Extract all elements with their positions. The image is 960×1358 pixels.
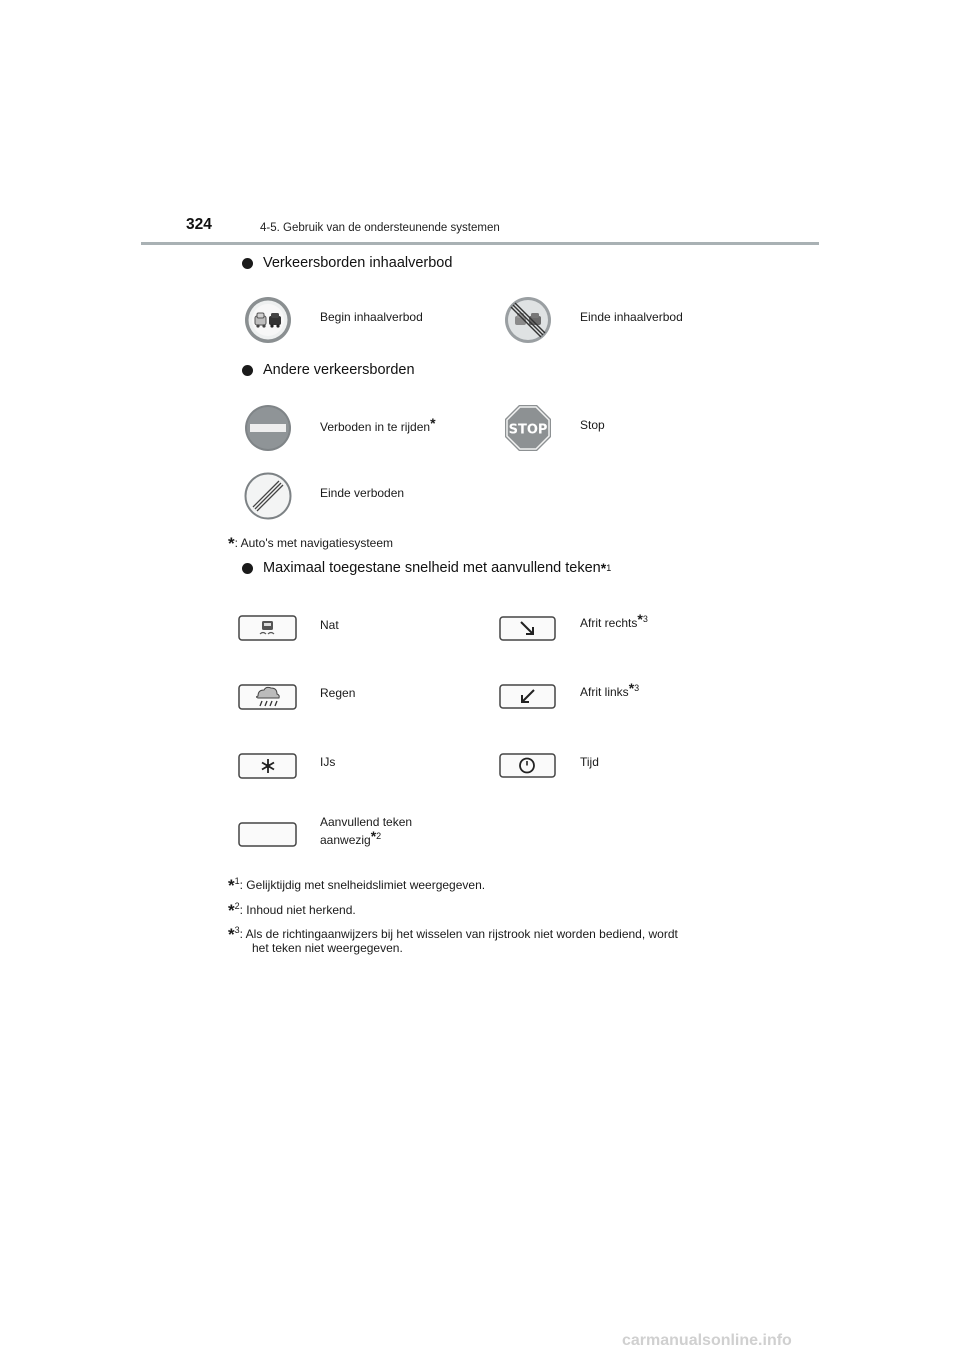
item-label: Einde verboden xyxy=(320,486,405,500)
footnote-text: : Als de richtingaanwijzers bij het wisselen van rijstrook niet worden bediend, wordt xyxy=(239,927,678,941)
item-label: IJs xyxy=(320,755,336,769)
header-rule xyxy=(141,242,819,245)
rain-plate-icon xyxy=(238,680,298,714)
heading-text: Maximaal toegestane snelheid met aanvullend teken xyxy=(263,560,601,576)
watermark: carmanualsonline.info xyxy=(622,1332,792,1349)
footnote-1 xyxy=(228,873,485,894)
item-label: Begin inhaalverbod xyxy=(320,310,423,324)
wet-road-plate-icon xyxy=(238,612,298,646)
bullet-icon xyxy=(242,258,253,269)
footnote-number: 1 xyxy=(606,563,612,573)
heading-text: Andere verkeersborden xyxy=(263,362,415,378)
item-label-with-mark xyxy=(580,681,639,699)
bullet-icon xyxy=(242,365,253,376)
no-entry-sign-icon xyxy=(244,404,292,452)
blank-plate-icon xyxy=(238,818,298,852)
item-label: Nat xyxy=(320,618,339,632)
footnote-text: : Gelijktijdig met snelheidslimiet weergegeven. xyxy=(239,878,486,892)
item-label-with-mark xyxy=(320,829,381,847)
end-no-overtaking-sign-icon xyxy=(504,296,552,344)
footnote-number: 3 xyxy=(634,683,640,693)
item-label: Einde inhaalverbod xyxy=(580,310,683,324)
no-overtaking-sign-icon xyxy=(244,296,292,344)
footnote-mark: * xyxy=(430,415,436,431)
item-label-line2: aanwezig xyxy=(320,833,371,847)
footnote-mark: * xyxy=(637,611,643,627)
footnote-nav xyxy=(228,535,393,552)
item-label: Verboden in te rijden xyxy=(320,420,431,434)
end-restriction-sign-icon xyxy=(244,472,292,520)
item-label: Afrit links xyxy=(580,685,629,699)
stop-sign-icon xyxy=(504,404,552,452)
item-label: Afrit rechts xyxy=(580,616,638,630)
section-heading-other-signs xyxy=(242,362,415,378)
section-heading-speed-plates xyxy=(242,560,611,576)
ice-plate-icon xyxy=(238,749,298,783)
footnote-mark: * xyxy=(370,828,377,844)
time-plate-icon xyxy=(499,749,557,783)
item-label: Tijd xyxy=(580,755,599,769)
footnote-mark: * xyxy=(228,534,235,553)
item-label: Regen xyxy=(320,686,356,700)
bullet-icon xyxy=(242,563,253,574)
footnote-mark: * xyxy=(628,680,635,696)
item-label-with-mark xyxy=(580,612,648,630)
footnote-text: : Inhoud niet herkend. xyxy=(239,903,356,917)
footnote-number: 1 xyxy=(234,876,240,886)
footnote-mark: * xyxy=(228,901,235,920)
footnote-number: 3 xyxy=(234,925,240,935)
footnote-3-continuation: het teken niet weergegeven. xyxy=(252,941,403,955)
stop-sign-text: STOP xyxy=(508,422,548,438)
chapter-title: 4-5. Gebruik van de ondersteunende systemen xyxy=(260,222,500,234)
page-number: 324 xyxy=(186,216,212,233)
footnote-text: : Auto's met navigatiesysteem xyxy=(234,536,393,550)
footnote-number: 2 xyxy=(376,831,382,841)
item-label: Stop xyxy=(580,418,605,432)
heading-text: Verkeersborden inhaalverbod xyxy=(263,255,453,271)
footnote-number: 3 xyxy=(642,614,648,624)
footnote-number: 2 xyxy=(234,901,240,911)
item-label-line1: Aanvullend teken xyxy=(320,815,413,829)
exit-left-plate-icon xyxy=(499,680,557,714)
exit-right-plate-icon xyxy=(499,612,557,646)
item-label-with-mark xyxy=(320,416,436,434)
footnote-mark: * xyxy=(228,876,235,895)
footnote-2 xyxy=(228,898,356,919)
footnote-mark: * xyxy=(228,925,235,944)
footnote-mark: * xyxy=(600,560,607,576)
section-heading-overtaking xyxy=(242,255,452,271)
